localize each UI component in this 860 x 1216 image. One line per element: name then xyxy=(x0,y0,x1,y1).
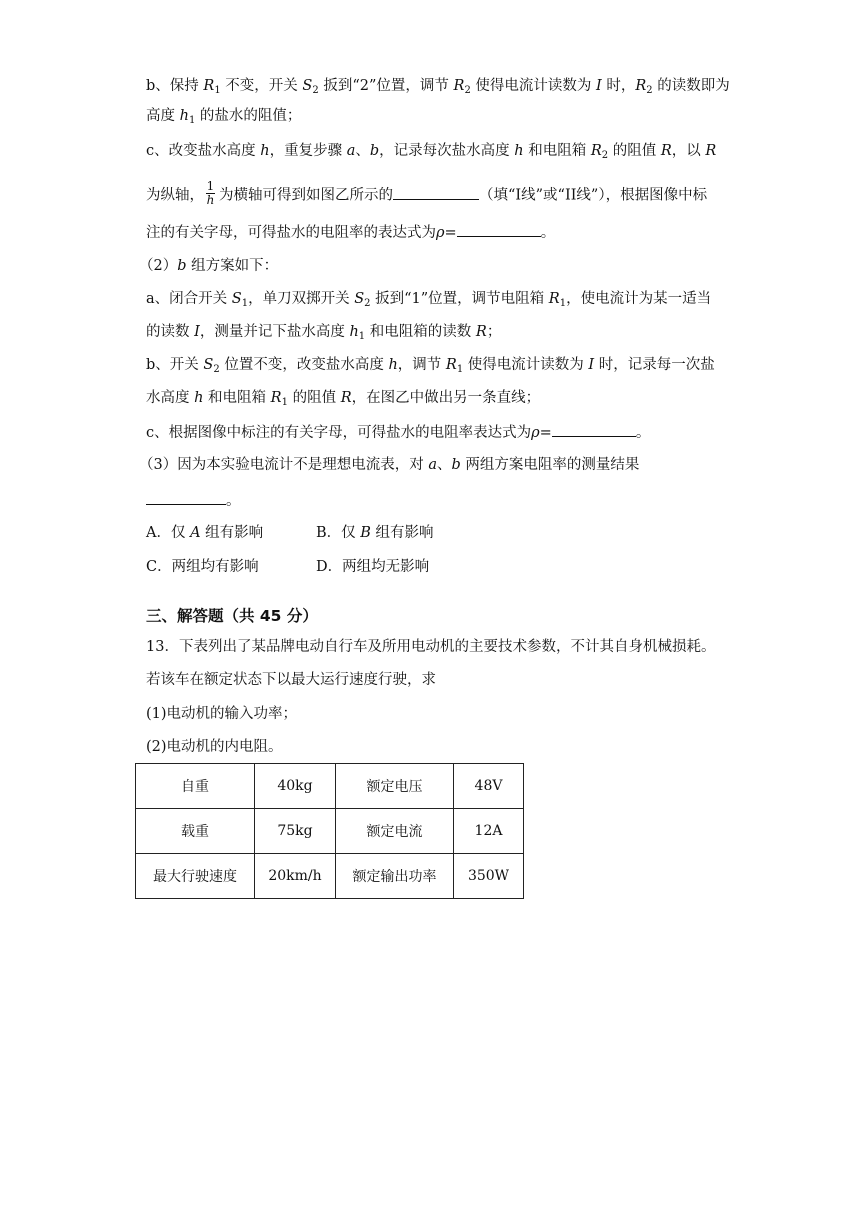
step-b2-line2: 水高度 h 和电阻箱 $R_1$ 的阻值 R，在图乙中做出另一条直线； xyxy=(146,390,541,408)
option-c[interactable]: C．两组均有影响 xyxy=(146,559,259,575)
table-cell: 额定电流 xyxy=(336,809,454,854)
table-cell: 20km/h xyxy=(255,854,336,899)
step-c2-line1: c、根据图像中标注的有关字母，可得盐水的电阻率表达式为ρ= 。 xyxy=(146,422,650,443)
answer-blank-resistivity-a[interactable] xyxy=(457,222,541,237)
table-cell: 自重 xyxy=(136,764,255,809)
answer-blank-line-type[interactable] xyxy=(393,185,479,200)
table-cell: 12A xyxy=(454,809,524,854)
table-cell: 额定电压 xyxy=(336,764,454,809)
part-3-line2: 。 xyxy=(146,490,241,511)
answer-blank-part-3[interactable] xyxy=(146,490,226,505)
step-c-line1: c、改变盐水高度 h，重复步骤 a、b，记录每次盐水高度 h 和电阻箱 $R_2$ 的阻值 R，以 R xyxy=(146,143,717,161)
table-cell: 载重 xyxy=(136,809,255,854)
table-cell: 40kg xyxy=(255,764,336,809)
fraction-1-over-h: $\frac{1}{h}$ xyxy=(206,179,215,207)
option-d[interactable]: D．两组均无影响 xyxy=(316,559,430,575)
answer-blank-resistivity-b[interactable] xyxy=(552,422,636,437)
part-3-line1: （3）因为本实验电流计不是理想电流表，对 a、b 两组方案电阻率的测量结果 xyxy=(139,457,640,473)
step-c-line2: 为纵轴， $\frac{1}{h}$ 为横轴可得到如图乙所示的 （填“I线”或“II线”），根据图像中标 xyxy=(146,179,708,207)
table-cell: 48V xyxy=(454,764,524,809)
table-cell: 75kg xyxy=(255,809,336,854)
step-a2-line2: 的读数 I，测量并记下盐水高度 $h_1$ 和电阻箱的读数 R； xyxy=(146,324,502,342)
section-heading: 三、解答题（共 45 分） xyxy=(146,607,318,625)
step-a2-line1: a、闭合开关 $S_1$，单刀双掷开关 $S_2$ 扳到“1”位置，调节电阻箱 $R_1$，使电流计为某一适当 xyxy=(146,291,712,309)
step-b-line2: 高度 $h_1$ 的盐水的阻值； xyxy=(146,108,302,126)
table-cell: 350W xyxy=(454,854,524,899)
step-b-line1: b、保持 $R_1$ 不变，开关 $S_2$ 扳到“2”位置，调节 $R_2$ 使得电流计读数为 I 时，$R_2$ 的读数即为 xyxy=(146,78,730,96)
table-cell: 额定输出功率 xyxy=(336,854,454,899)
table-row xyxy=(136,854,524,899)
option-b[interactable]: B．仅 B 组有影响 xyxy=(316,525,434,541)
table-row xyxy=(136,764,524,809)
table-row xyxy=(136,809,524,854)
step-c-line3: 注的有关字母，可得盐水的电阻率的表达式为ρ= 。 xyxy=(146,222,555,243)
option-a[interactable]: A．仅 A 组有影响 xyxy=(146,525,264,541)
table-cell: 最大行驶速度 xyxy=(136,854,255,899)
problem-13-question-1: (1)电动机的输入功率； xyxy=(146,706,298,722)
problem-13-question-2: (2)电动机的内电阻。 xyxy=(146,739,283,755)
parameters-table xyxy=(135,763,524,899)
problem-13-line2: 若该车在额定状态下以最大运行速度行驶，求 xyxy=(146,672,436,688)
problem-13-line1: 13．下表列出了某品牌电动自行车及所用电动机的主要技术参数，不计其自身机械损耗。 xyxy=(146,639,716,655)
part-2-title: （2）b 组方案如下： xyxy=(139,258,279,274)
step-b2-line1: b、开关 $S_2$ 位置不变，改变盐水高度 h，调节 $R_1$ 使得电流计读数为 I 时，记录每一次盐 xyxy=(146,357,715,375)
